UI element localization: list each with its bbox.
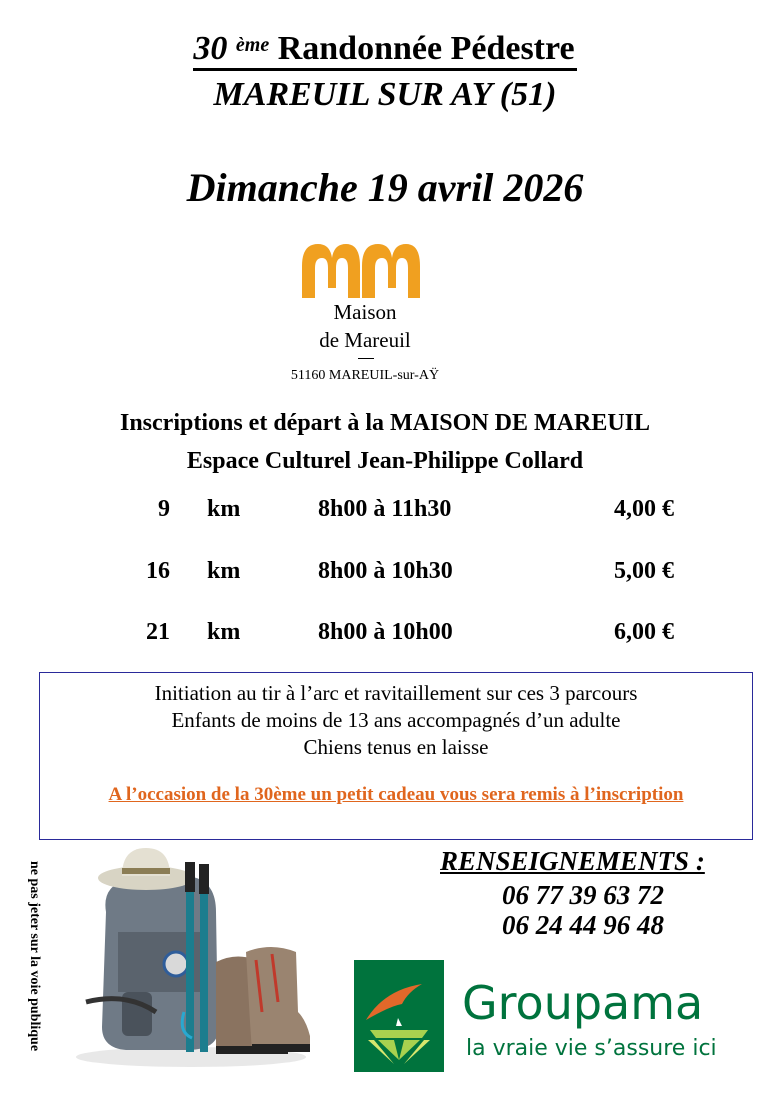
route-unit: km — [207, 558, 241, 584]
route-price: 5,00 € — [614, 558, 674, 584]
edition-number: 30 — [193, 30, 228, 67]
side-note-text: ne pas jeter sur la voie publique — [27, 860, 42, 1052]
info-line-dogs: Chiens tenus en laisse — [303, 735, 489, 759]
logo-address: 51160 MAREUIL-sur-AŸ — [290, 368, 440, 383]
route-row — [0, 558, 770, 592]
route-distance: 9 — [158, 496, 170, 522]
route-hours: 8h00 à 10h30 — [318, 558, 453, 584]
info-line-archery: Initiation au tir à l’arc et ravitaillement sur ces 3 parcours — [154, 681, 638, 705]
logo-divider — [358, 358, 374, 359]
event-name: Randonnée Pédestre — [277, 30, 575, 67]
route-unit: km — [207, 619, 241, 645]
logo-name-line1: Maison — [333, 300, 397, 324]
event-date: Dimanche 19 avril 2026 — [186, 165, 584, 210]
contact-phone-1: 06 77 39 63 72 — [502, 880, 664, 910]
route-price: 4,00 € — [614, 496, 674, 522]
route-distance: 21 — [146, 619, 170, 645]
hiking-gear-illustration — [66, 842, 316, 1072]
registration-line2: Espace Culturel Jean-Philippe Collard — [186, 448, 584, 474]
groupama-logo-icon — [354, 960, 444, 1072]
registration-line1: Inscriptions et départ à la MAISON DE MAREUIL — [119, 410, 650, 436]
maison-de-mareuil-logo — [270, 230, 460, 390]
side-note — [26, 858, 42, 1054]
route-row — [0, 619, 770, 653]
route-price: 6,00 € — [614, 619, 674, 645]
info-line-children: Enfants de moins de 13 ans accompagnés d’un adulte — [171, 708, 621, 732]
route-hours: 8h00 à 10h00 — [318, 619, 453, 645]
edition-suffix: ème — [235, 34, 270, 56]
mm-monogram-icon — [298, 236, 424, 306]
sponsor-slogan: la vraie vie s’assure ici — [466, 1036, 717, 1061]
route-hours: 8h00 à 11h30 — [318, 496, 452, 522]
route-unit: km — [207, 496, 241, 522]
info-box — [39, 672, 753, 840]
route-distance: 16 — [146, 558, 170, 584]
event-location: MAREUIL SUR AY (51) — [213, 76, 557, 113]
promo-text: A l’occasion de la 30ème un petit cadeau vous sera remis à l’inscription — [108, 784, 684, 805]
contact-phone-2: 06 24 44 96 48 — [502, 910, 664, 940]
logo-name-line2: de Mareuil — [319, 328, 411, 352]
event-title — [0, 30, 770, 71]
route-row — [0, 496, 770, 530]
contact-title: RENSEIGNEMENTS : — [440, 846, 705, 876]
sponsor-name: Groupama — [462, 976, 704, 1030]
